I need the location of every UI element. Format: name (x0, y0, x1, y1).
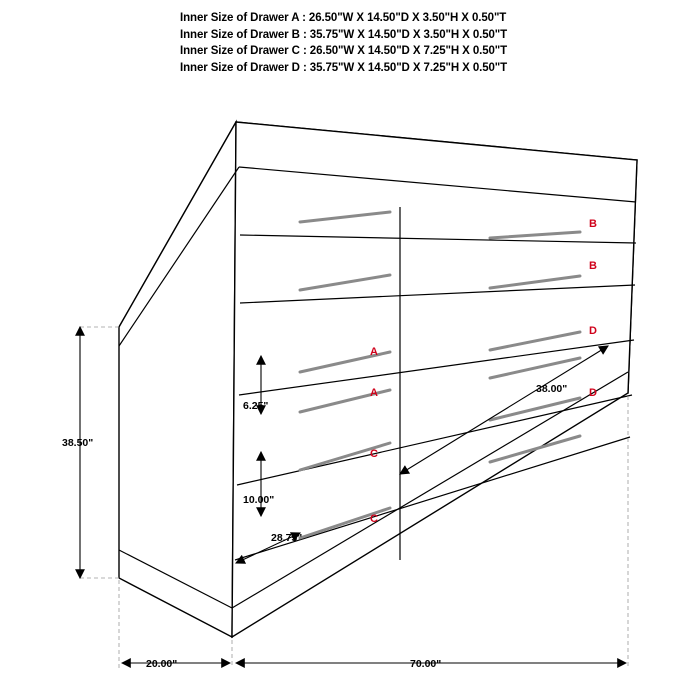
drawer-label-b2: B (589, 260, 597, 272)
dresser-front-face (232, 122, 637, 637)
dimension-drawer-a-height-label: 6.25" (243, 400, 269, 412)
dimension-depth (122, 658, 230, 670)
drawer-label-d2: D (589, 387, 597, 399)
dimension-width-label: 70.00" (410, 658, 442, 670)
dimension-width (236, 658, 626, 670)
spec-line-c: Inner Size of Drawer C : 26.50"W X 14.50"D X 7.25"H X 0.50"T (180, 45, 508, 57)
dimension-height-label: 38.50" (62, 437, 94, 449)
drawer-label-a2: A (370, 387, 378, 399)
spec-line-d: Inner Size of Drawer D : 35.75"W X 14.50"D X 7.25"H X 0.50"T (180, 61, 508, 74)
drawer-label-b1: B (589, 218, 597, 230)
drawer-label-c1: C (370, 448, 378, 460)
drawer-label-c2: C (370, 513, 378, 525)
drawer-label-a1: A (370, 346, 378, 358)
dimension-depth-label: 20.00" (146, 658, 178, 670)
dresser-left-side-panel (119, 122, 236, 637)
dresser-body (119, 122, 637, 637)
spec-line-b: Inner Size of Drawer B : 35.75"W X 14.50"D X 3.50"H X 0.50"T (180, 28, 508, 41)
dimension-diagonal-label: 38.00" (536, 383, 568, 395)
dimension-bottom-offset-label: 28.75" (271, 532, 303, 544)
dimension-drawer-c-height-label: 10.00" (243, 494, 275, 506)
spec-line-a: Inner Size of Drawer A : 26.50"W X 14.50"D X 3.50"H X 0.50"T (180, 12, 507, 24)
dimension-height (62, 327, 93, 578)
drawer-label-d1: D (589, 325, 597, 337)
